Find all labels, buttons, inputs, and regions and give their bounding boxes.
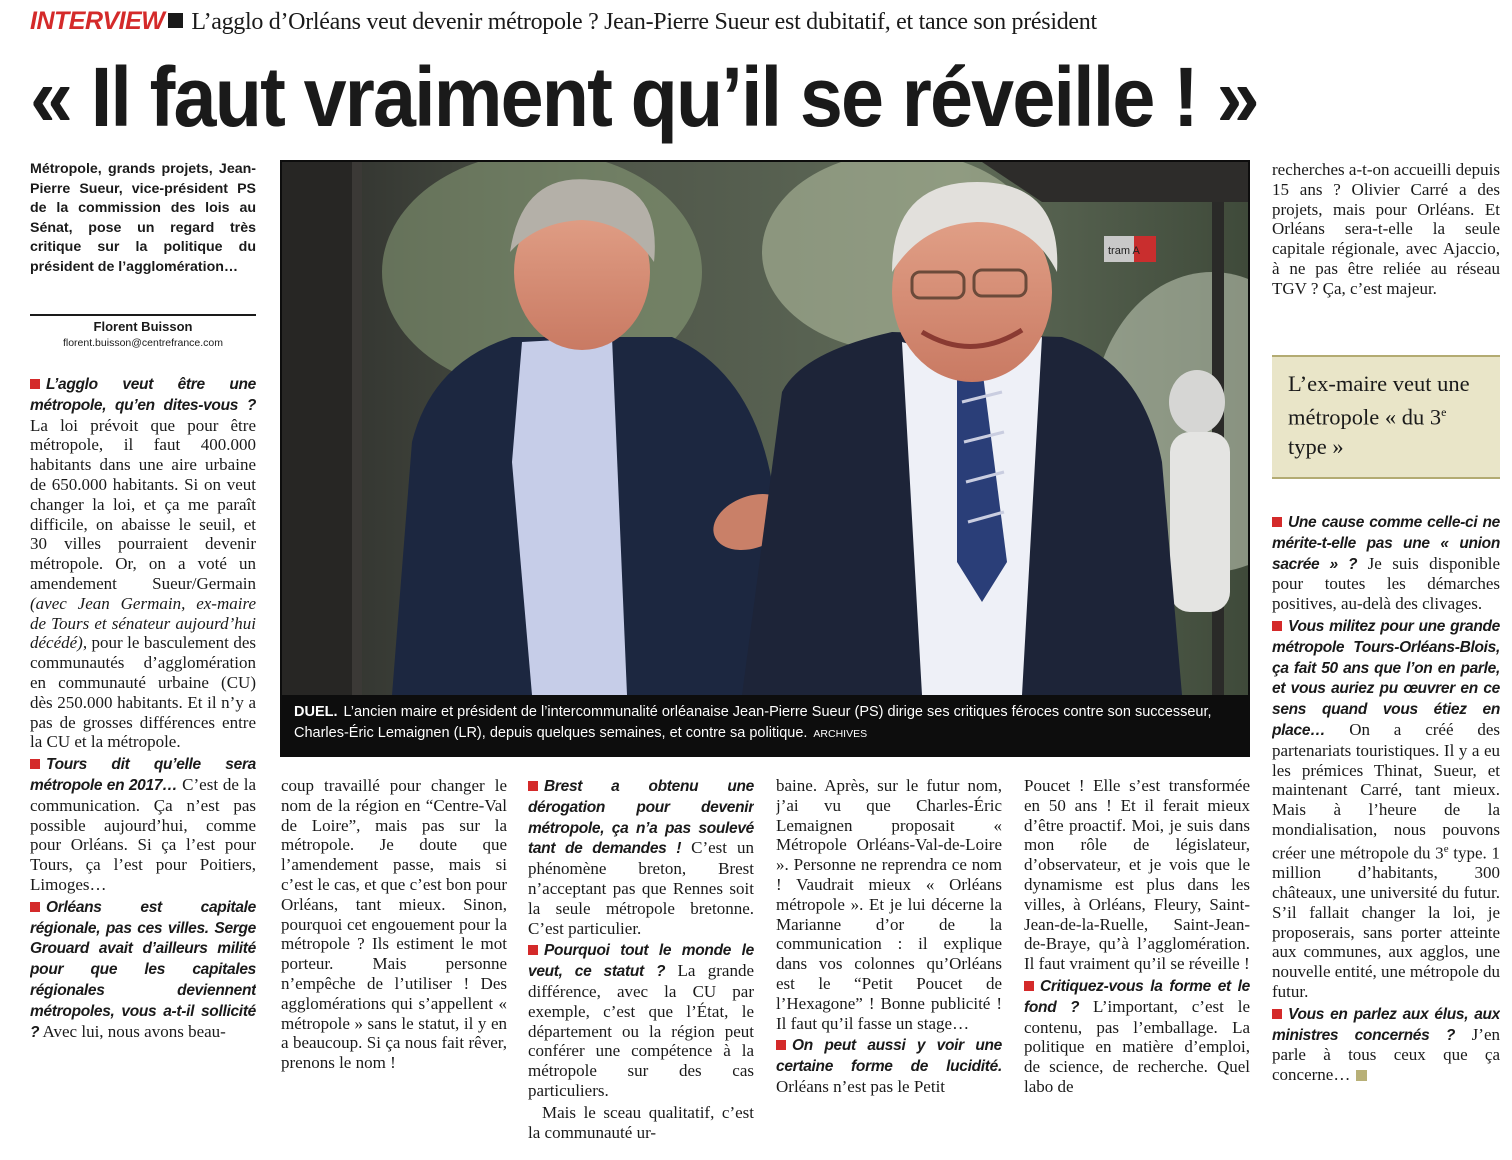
pull-quote-text-end: type » (1288, 433, 1344, 459)
column-5 (1024, 776, 1250, 1150)
answer: L’important, c’est le contenu, pas l’emballage. La politique en matière d’emploi, de science, de recherche. Quel labo de (1024, 996, 1250, 1096)
square-bullet-icon (168, 13, 183, 28)
byline-author: Florent Buisson (93, 319, 193, 334)
red-square-bullet-icon (30, 759, 40, 769)
pull-quote (1272, 355, 1500, 479)
question: Tours dit qu’elle sera métropole en 2017… (30, 756, 256, 794)
red-square-bullet-icon (1272, 1009, 1282, 1019)
question: On peut aussi y voir une certaine forme de lucidité. (776, 1037, 1002, 1076)
red-square-bullet-icon (30, 902, 40, 912)
photo-caption (294, 702, 1238, 745)
question: Brest a obtenu une dérogation pour devenir métropole, ça n’a pas soulevé tant de demandes ! (528, 778, 754, 858)
caption-text: L’ancien maire et président de l’intercommunalité orléanaise Jean-Pierre Sueur (PS) dirige ses critiques féroces contre son successeur, Charles-Éric Lemaignen (LR), depuis quelques semaines, et contre sa politique. (294, 704, 1212, 741)
intro-standfirst: Métropole, grands projets, Jean-Pierre Sueur, vice-président PS de la commission des lois au Sénat, pose un regard très critique sur la politique du président de l’agglomération… (30, 161, 256, 275)
column-1 (30, 374, 256, 1150)
question: Orléans est capitale régionale, pas ces villes. Serge Grouard avait d’ailleurs milité pour que les capitales régionales deviennent métropoles, vous a-t-il sollicité ? (30, 898, 256, 1041)
column-4 (776, 776, 1002, 1150)
question: Une cause comme celle-ci ne mérite-t-elle pas une « union sacrée » ? (1272, 514, 1500, 573)
column-2 (281, 776, 507, 1150)
end-mark-icon (1356, 1070, 1367, 1081)
answer: recherches a-t-on accueilli depuis 15 ans ? Olivier Carré a des projets, mais pour Orléans. Et Orléans sera-t-elle la seule capitale régionale, avec Ajaccio, à ne pas être reliée au réseau TGV ? Ça, c’est majeur. (1272, 160, 1500, 298)
answer: Orléans n’est pas le Petit (776, 1076, 946, 1096)
answer: baine. Après, sur le futur nom, j’ai vu que Charles-Éric Lemaignen proposait « Métropole Orléans-Val-de-Loire ». Personne ne reprendra ce nom ! Vaudrait mieux « Orléans métropole ». Et je lui décerne la Marianne d’or de la communication : il explique dans vos colonnes qu’Orléans est le “Petit Poucet de l’Hexagone” ! Bonne publicité ! Il faut qu’il fasse un stage… (776, 776, 1002, 1033)
answer: Avec lui, nous avons beau- (42, 1021, 226, 1041)
photo-illustration (282, 162, 1248, 695)
answer: Je suis disponible pour toutes les démarches positives, au-delà des clivages. (1272, 553, 1500, 614)
answer: On a créé des partenariats touristiques. Il y a eu les prémices Thinat, Sueur, et maintenant Carré, tant mieux. Mais à l’heure de la mondialisation, nous pouvons créer une métropole du 3 (1272, 719, 1500, 863)
question: Pourquoi tout le monde le veut, ce statut ? (528, 942, 754, 981)
answer: type. 1 million d’habitants, 300 châteaux, une université du futur. S’il fallait changer la loi, je proposerais, sans porter atteinte aux communes, aux agglos, une nouvelle entité, une métropole du futur. (1272, 843, 1500, 1001)
answer: C’est de la communication. Ça n’est pas possible aujourd’hui, comme pour Orléans. Si ça l’est pour Tours, ça l’est pour Poitiers, Limoges… (30, 774, 256, 894)
question: Vous en parlez aux élus, aux ministres concernés ? (1272, 1005, 1500, 1044)
byline-rule (30, 314, 256, 316)
headline: « Il faut vraiment qu’il se réveille ! » (30, 50, 1258, 144)
byline-email: florent.buisson@centrefrance.com (62, 337, 224, 349)
answer: , pour le basculement des communautés d’agglomération en communauté urbaine (CU) dès 250.000 habitants. Et il n’y a pas de grosses différences entre la CU et la métropole. (30, 633, 256, 752)
red-square-bullet-icon (528, 781, 538, 791)
answer: coup travaillé pour changer le nom de la région en “Centre-Val de Loire”, mais pas sur la métropole. Je doute que l’amendement passe, mais si c’est le cas, et que c’est bon pour Orléans, tant mieux. Sinon, pourquoi cet engouement pour la métropole ? Ils estiment le mot porteur. Mais personne n’empêche de l’utiliser ! Des agglomérations qui s’appellent « métropole » sans le statut, il y en a beaucoup. Si ça nous fait rêver, prenons le nom ! (281, 776, 507, 1073)
answer: Mais le sceau qualitatif, c’est la communauté ur- (528, 1102, 754, 1142)
kicker-line (30, 2, 1500, 40)
column-6 (1272, 160, 1500, 340)
photo-block (280, 160, 1250, 757)
pull-quote-text: L’ex-maire veut une métropole « du 3 (1288, 371, 1470, 430)
superscript: e (1443, 842, 1449, 855)
photo (282, 162, 1248, 695)
deck: L’agglo d’Orléans veut devenir métropole ? Jean-Pierre Sueur est dubitatif, et tance son président (191, 9, 1097, 35)
tram-sign-text: tram A (1108, 245, 1140, 257)
answer: J’en parle à tous ceux que ça concerne… (1272, 1024, 1500, 1085)
photo-credit: ARCHIVES (813, 728, 868, 740)
question: Critiquez-vous la forme et le fond ? (1024, 977, 1250, 1016)
answer: La grande différence, avec la CU par exemple, c’est que l’État, le département ou la région peut conférer une compétence à la métropole sur des cas particuliers. (528, 961, 754, 1100)
question: Vous militez pour une grande métropole Tours-Orléans-Blois, ça fait 50 ans que l’on en parle, et vous auriez pu œuvrer en ce sens quand vous étiez en place… (1272, 617, 1500, 739)
section-tag: INTERVIEW (30, 7, 165, 35)
red-square-bullet-icon (1272, 517, 1282, 527)
red-square-bullet-icon (1024, 981, 1034, 991)
answer: Poucet ! Elle s’est transformée en 50 ans ! Et il ferait mieux d’être proactif. Moi, je suis dans mon rôle de législateur, d’observateur, et je vois que le dynamisme est plus dans les villes, à Orléans, Fleury, Saint-Jean-de-la-Ruelle, Saint-Jean-de-Braye, qu’à l’agglomération. Il faut vraiment qu’il se réveille ! (1024, 776, 1250, 974)
column-7 (1272, 512, 1500, 1150)
byline (30, 318, 256, 350)
column-3 (528, 776, 754, 1150)
answer-aside: (avec Jean Germain, ex-maire de Tours et sénateur aujourd’hui décédé) (30, 593, 256, 653)
caption-label: DUEL. (294, 704, 338, 720)
red-square-bullet-icon (1272, 621, 1282, 631)
red-square-bullet-icon (776, 1040, 786, 1050)
question: L’agglo veut être une métropole, qu’en dites-vous ? (30, 376, 256, 414)
pull-quote-sup: e (1441, 405, 1447, 419)
answer: C’est un phénomène breton, Brest n’acceptant pas que Rennes soit la seule métropole bretonne. C’est particulier. (528, 838, 754, 938)
answer: La loi prévoit que pour être métropole, il faut 400.000 habitants dans une aire urbaine de 650.000 habitants. Si on veut changer la loi, et ça me paraît difficile, on abaisse le seuil, et 30 villes pourraient devenir métropole. Or, on a voté un amendement Sueur/Germain (30, 415, 256, 593)
red-square-bullet-icon (30, 379, 40, 389)
red-square-bullet-icon (528, 945, 538, 955)
